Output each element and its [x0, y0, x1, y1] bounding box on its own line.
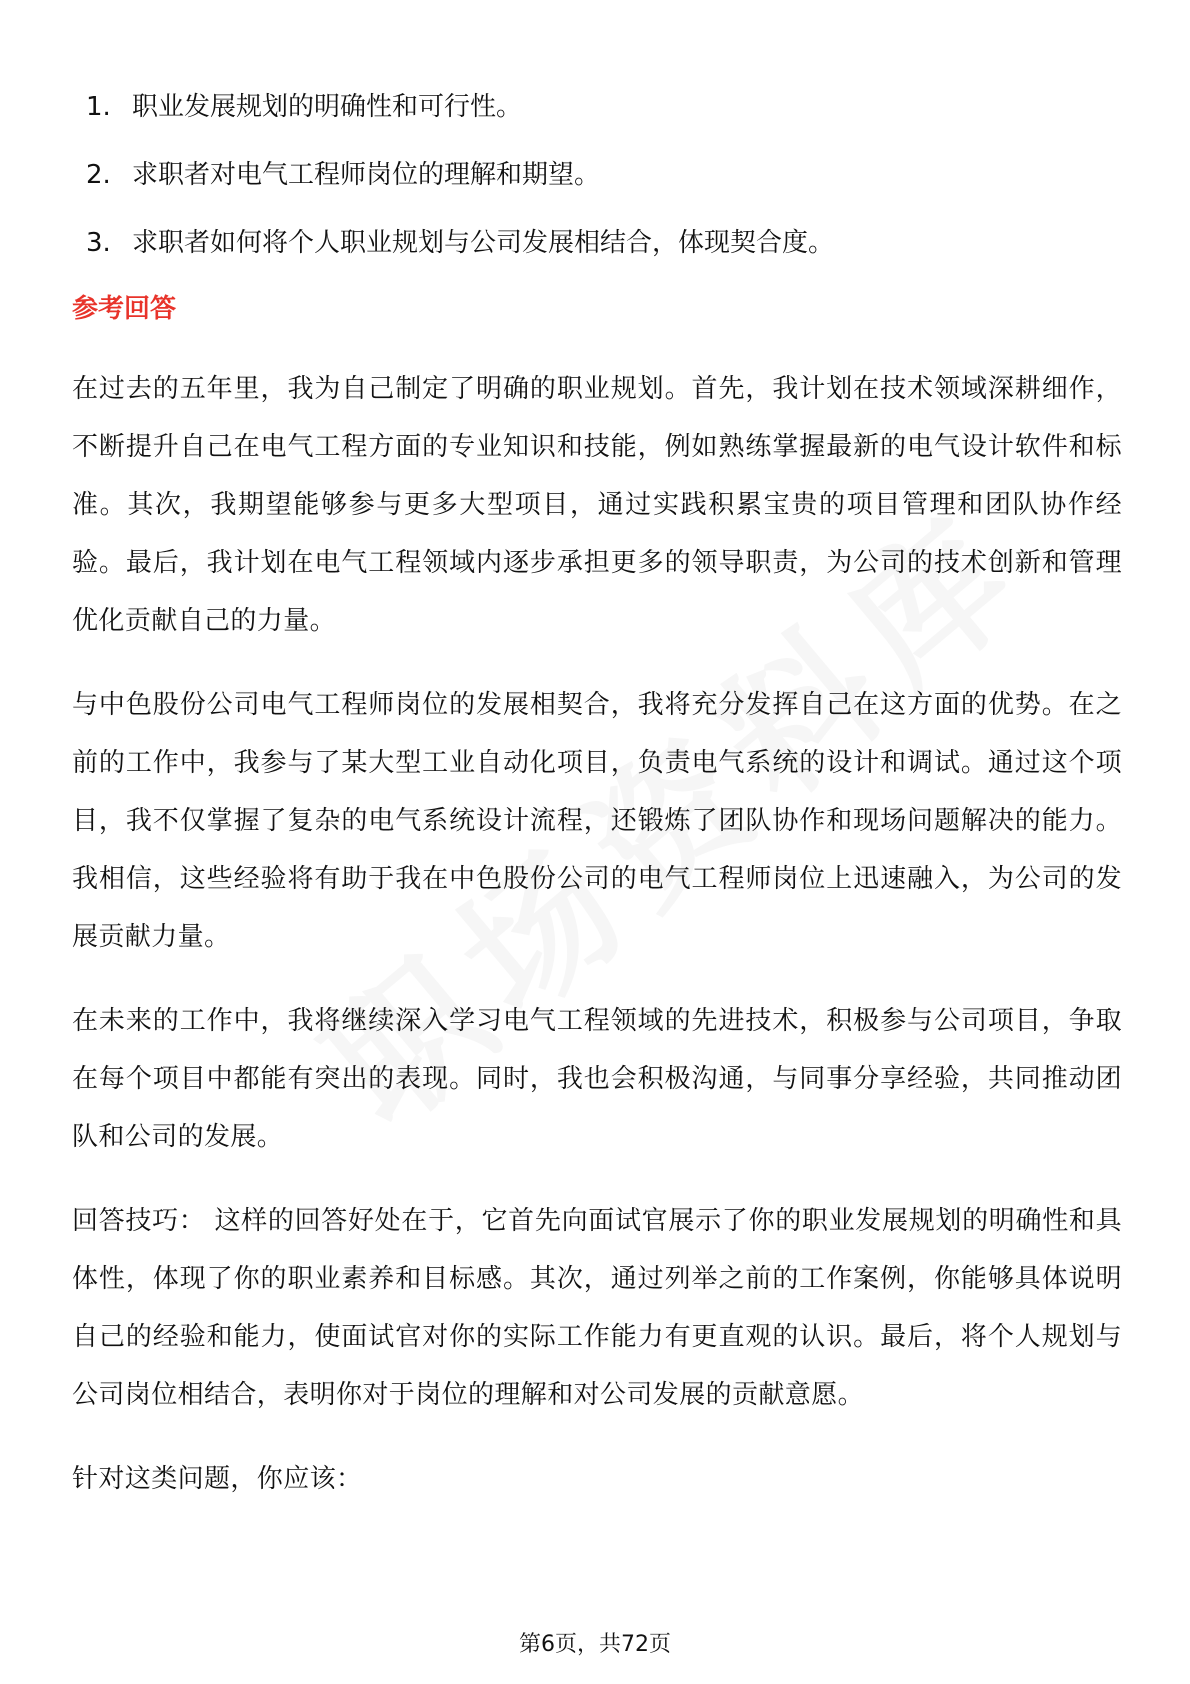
page-content [72, 88, 1122, 1508]
list-item-number: 1. [86, 92, 111, 122]
list-item-number: 2. [86, 160, 111, 190]
list-item-number: 3. [86, 228, 111, 258]
list-item [72, 224, 1122, 262]
tips-paragraph: 回答技巧： 这样的回答好处在于，它首先向面试官展示了你的职业发展规划的明确性和具体性，体现了你的职业素养和目标感。其次，通过列举之前的工作案例，你能够具体说明自己的经验和能力，使面试官对你的实际工作能力有更直观的认识。最后，将个人规划与公司岗位相结合，表明你对于岗位的理解和对公司发展的贡献意愿。 [72, 1206, 1122, 1410]
answer-paragraph: 在过去的五年里，我为自己制定了明确的职业规划。首先，我计划在技术领域深耕细作，不断提升自己在电气工程方面的专业知识和技能，例如熟练掌握最新的电气设计软件和标准。其次，我期望能够参与更多大型项目，通过实践积累宝贵的项目管理和团队协作经验。最后，我计划在电气工程领域内逐步承担更多的领导职责，为公司的技术创新和管理优化贡献自己的力量。 [72, 374, 1122, 636]
list-item-text: 求职者如何将个人职业规划与公司发展相结合，体现契合度。 [132, 228, 835, 258]
answer-paragraph: 在未来的工作中，我将继续深入学习电气工程领域的先进技术，积极参与公司项目，争取在每个项目中都能有突出的表现。同时，我也会积极沟通，与同事分享经验，共同推动团队和公司的发展。 [72, 1006, 1122, 1152]
section-heading-reference-answer: 参考回答 [72, 294, 177, 324]
list-item-text: 求职者对电气工程师岗位的理解和期望。 [132, 160, 601, 190]
list-item [72, 88, 1122, 126]
advice-intro: 针对这类问题，你应该： [72, 1464, 363, 1494]
list-item-text: 职业发展规划的明确性和可行性。 [132, 92, 523, 122]
page-number-footer: 第6页，共72页 [519, 1632, 671, 1657]
evaluation-points-list [72, 88, 1122, 262]
answer-paragraph: 与中色股份公司电气工程师岗位的发展相契合，我将充分发挥自己在这方面的优势。在之前的工作中，我参与了某大型工业自动化项目，负责电气系统的设计和调试。通过这个项目，我不仅掌握了复杂的电气系统设计流程，还锻炼了团队协作和现场问题解决的能力。我相信，这些经验将有助于我在中色股份公司的电气工程师岗位上迅速融入，为公司的发展贡献力量。 [72, 690, 1122, 952]
list-item [72, 156, 1122, 194]
